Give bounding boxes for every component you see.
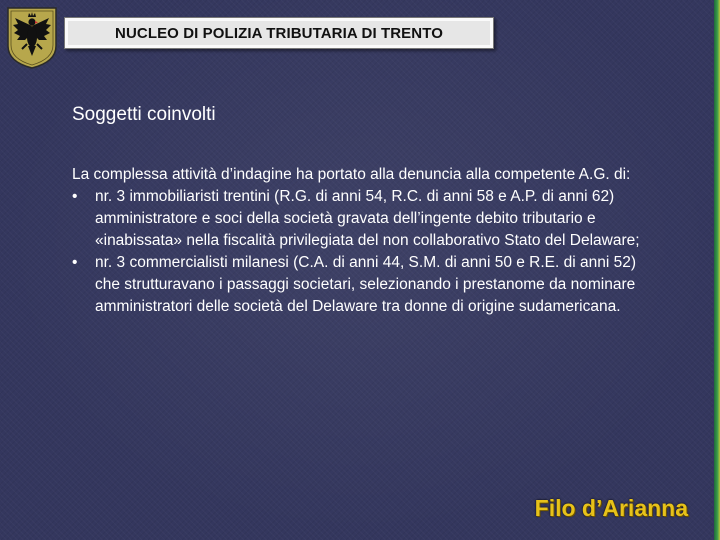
bullet-list <box>72 186 652 318</box>
slide-content <box>72 164 652 318</box>
eagle-crest-icon <box>6 6 58 70</box>
header-title-box <box>64 17 494 49</box>
section-title: Soggetti coinvolti <box>72 104 216 125</box>
intro-paragraph: La complessa attività d’indagine ha portato alla denuncia alla competente A.G. di: <box>72 166 631 183</box>
header-title: NUCLEO DI POLIZIA TRIBUTARIA DI TRENTO <box>115 24 443 42</box>
footer-brand: Filo d’Arianna <box>534 495 688 521</box>
bullet-text: nr. 3 commercialisti milanesi (C.A. di anni 44, S.M. di anni 50 e R.E. di anni 52) che strutturavano i passaggi societari, selezionando i prestanome da nominare amministratori delle società del Delaware tra donne di origine sudamericana. <box>95 254 637 315</box>
list-item <box>72 252 652 318</box>
list-item <box>72 186 652 252</box>
bullet-text: nr. 3 immobiliaristi trentini (R.G. di anni 54, R.C. di anni 58 e A.P. di anni 62) amministratore e soci della società gravata dell’ingente debito tributario e «inabissata» nella fiscalità privilegiata del non collaborativo Stato del Delaware; <box>95 188 640 249</box>
bullet-icon: • <box>72 188 78 205</box>
bullet-icon: • <box>72 254 78 271</box>
side-accent-band <box>714 0 720 540</box>
